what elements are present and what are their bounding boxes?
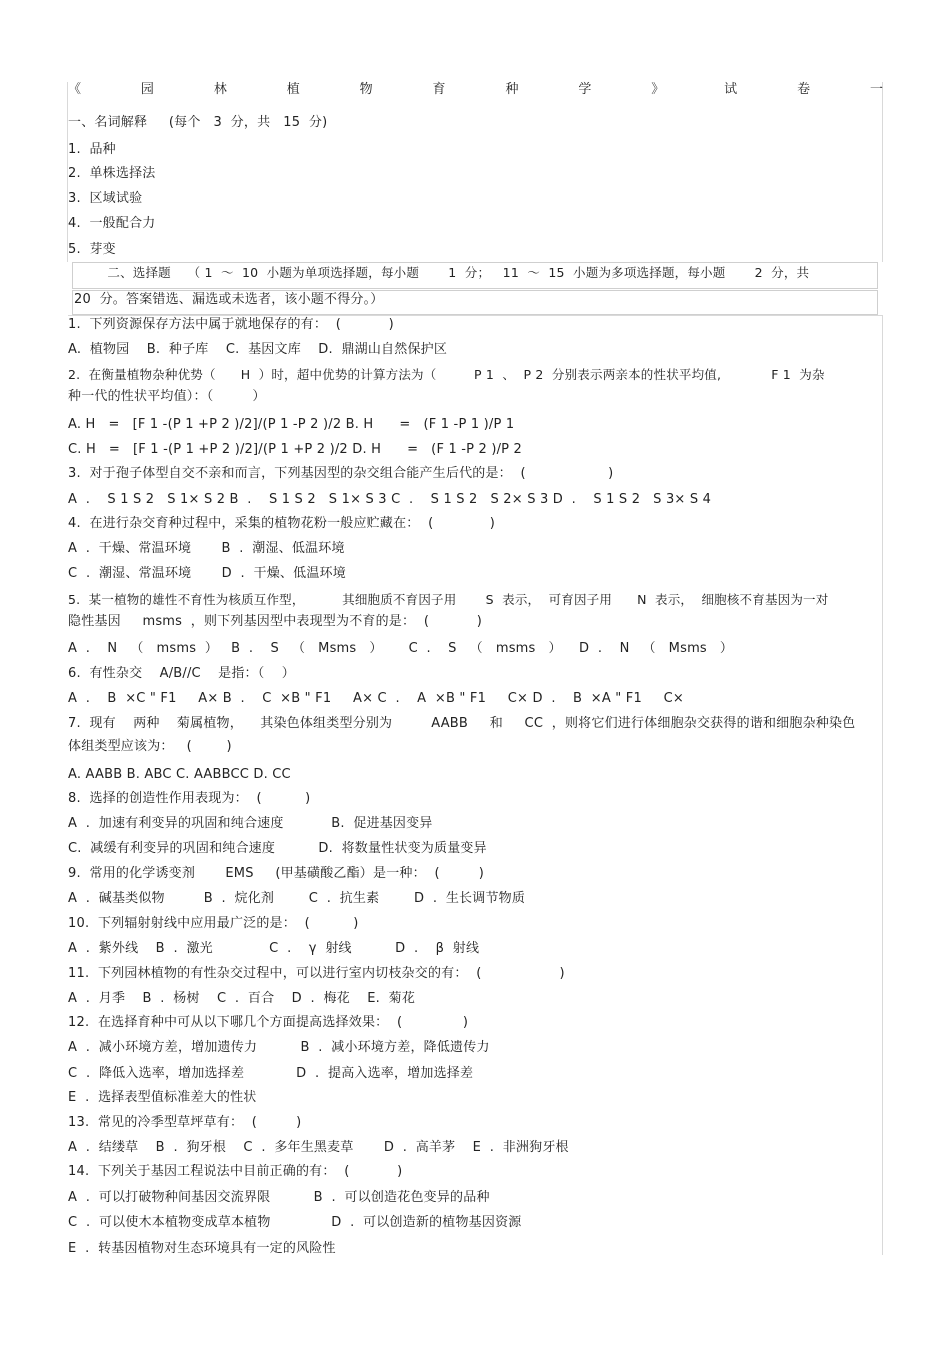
title-char: 林 — [213, 82, 227, 97]
option-line: C . 降低入选率，增加选择差 D . 提高入选率，增加选择差 — [68, 1066, 474, 1081]
option-line: A . 干燥、常温环境 B . 潮湿、低温环境 — [68, 541, 345, 556]
title-char: 育 — [432, 82, 446, 97]
title-char: 试 — [724, 82, 738, 97]
option-line: A. AABB B. ABC C. AABBCC D. CC — [68, 767, 291, 782]
question-line: 3. 对于孢子体型自交不亲和而言，下列基因型的杂交组合能产生后代的是： ( ) — [68, 466, 614, 481]
question-line: 种一代的性状平均值）：（ ） — [68, 389, 266, 404]
option-line: A . 结缕草 B . 狗牙根 C . 多年生黑麦草 D . 高羊茅 E . 非洲狗牙根 — [68, 1140, 569, 1155]
question-line: 4. 在进行杂交育种过程中，采集的植物花粉一般应贮藏在： ( ) — [68, 516, 495, 531]
term-item: 5. 芽变 — [68, 242, 116, 257]
title-char: 》 — [651, 82, 665, 97]
title-char: 园 — [140, 82, 154, 97]
option-line: C. H = [F 1 -(P 1 +P 2 )/2]/(P 1 +P 2 )/2 D. H = (F 1 -P 2 )/P 2 — [68, 442, 523, 457]
option-line: E . 选择表型值标准差大的性状 — [68, 1090, 257, 1105]
title-char: 种 — [505, 82, 519, 97]
title-char: 物 — [359, 82, 373, 97]
title-char: 植 — [286, 82, 300, 97]
option-line: A . 减小环境方差，增加遗传力 B . 减小环境方差，降低遗传力 — [68, 1040, 490, 1055]
option-line: A . B ×C " F1 A× B . C ×B " F1 A× C . A ×B " F1 C× D . B ×A " F1 C× — [68, 691, 684, 706]
option-line: A. 植物园 B. 种子库 C. 基因文库 D. 鼎湖山自然保护区 — [68, 342, 448, 357]
title-char: 一 — [869, 82, 883, 97]
question-line: 7. 现有 两种 菊属植物， 其染色体组类型分别为 AABB 和 CC ，则将它们进行体细胞杂交获得的谐和细胞杂种染色 — [68, 716, 856, 731]
title-char: 学 — [578, 82, 592, 97]
option-line: A . 可以打破物种间基因交流界限 B . 可以创造花色变异的品种 — [68, 1190, 490, 1205]
term-item: 2. 单株选择法 — [68, 166, 156, 181]
question-line: 体组类型应该为： ( ) — [68, 739, 232, 754]
question-line: 6. 有性杂交 A/B//C 是指：（ ） — [68, 666, 295, 681]
question-line: 13. 常见的冷季型草坪草有： ( ) — [68, 1115, 302, 1130]
title-char: 《 — [68, 82, 82, 97]
option-line: C . 潮湿、常温环境 D . 干燥、低温环境 — [68, 566, 346, 581]
exam-title — [68, 80, 883, 100]
option-line: A . N （ msms ） B . S （ Msms ） C . S （ msms ） D . N （ Msms ） — [68, 641, 734, 656]
section1-heading: 一、名词解释 (每个 3 分，共 15 分) — [68, 115, 328, 130]
option-line: A . 紫外线 B . 激光 C . γ 射线 D . β 射线 — [68, 941, 480, 956]
option-line: A. H = [F 1 -(P 1 +P 2 )/2]/(P 1 -P 2 )/2 B. H = (F 1 -P 1 )/P 1 — [68, 417, 515, 432]
option-line: A . S 1 S 2 S 1× S 2 B . S 1 S 2 S 1× S 3 C . S 1 S 2 S 2× S 3 D . S 1 S 2 S 3× S 4 — [68, 492, 712, 507]
option-line: A . 月季 B . 杨树 C . 百合 D . 梅花 E. 菊花 — [68, 991, 416, 1006]
question-line: 14. 下列关于基因工程说法中目前正确的有： ( ) — [68, 1164, 403, 1179]
question-line: 1. 下列资源保存方法中属于就地保存的有： ( ) — [68, 317, 394, 332]
question-line: 10. 下列辐射射线中应用最广泛的是： ( ) — [68, 916, 359, 931]
question-line: 2. 在衡量植物杂种优势（ H ）时，超中优势的计算方法为（ P 1 、 P 2 分别表示两亲本的性状平均值, F 1 为杂 — [68, 367, 825, 382]
term-item: 1. 品种 — [68, 142, 116, 157]
option-line: C . 可以使木本植物变成草本植物 D . 可以创造新的植物基因资源 — [68, 1215, 522, 1230]
section2-heading: 二、选择题 （ 1 ～ 10 小题为单项选择题，每小题 1 分； 11 ～ 15 小题为多项选择题，每小题 2 分，共 — [74, 265, 810, 280]
question-line: 5. 某一植物的雄性不育性为核质互作型， 其细胞质不育因子用 S 表示， 可育因子用 N 表示， 细胞核不育基因为一对 — [68, 592, 829, 607]
term-item: 4. 一般配合力 — [68, 216, 156, 231]
border-right — [882, 82, 883, 262]
option-line: C. 减缓有利变异的巩固和纯合速度 D. 将数量性状变为质量变异 — [68, 841, 487, 856]
title-char: 卷 — [797, 82, 811, 97]
question-line: 8. 选择的创造性作用表现为： ( ) — [68, 791, 311, 806]
question-line: 9. 常用的化学诱变剂 EMS (甲基磺酸乙酯）是一种： ( ) — [68, 866, 485, 881]
question-line: 隐性基因 msms ，则下列基因型中表现型为不育的是： ( ) — [68, 614, 483, 629]
border-right-lower — [882, 315, 883, 1255]
option-line: A . 加速有利变异的巩固和纯合速度 B. 促进基因变异 — [68, 816, 433, 831]
question-line: 11. 下列园林植物的有性杂交过程中，可以进行室内切枝杂交的有： ( ) — [68, 966, 565, 981]
option-line: E . 转基因植物对生态环境具有一定的风险性 — [68, 1241, 336, 1256]
term-item: 3. 区域试验 — [68, 191, 143, 206]
section2-heading-cont: 20 分。答案错选、漏选或未选者，该小题不得分。） — [74, 292, 384, 307]
question-line: 12. 在选择育种中可从以下哪几个方面提高选择效果： ( ) — [68, 1015, 469, 1030]
option-line: A . 碱基类似物 B . 烷化剂 C . 抗生素 D . 生长调节物质 — [68, 891, 526, 906]
